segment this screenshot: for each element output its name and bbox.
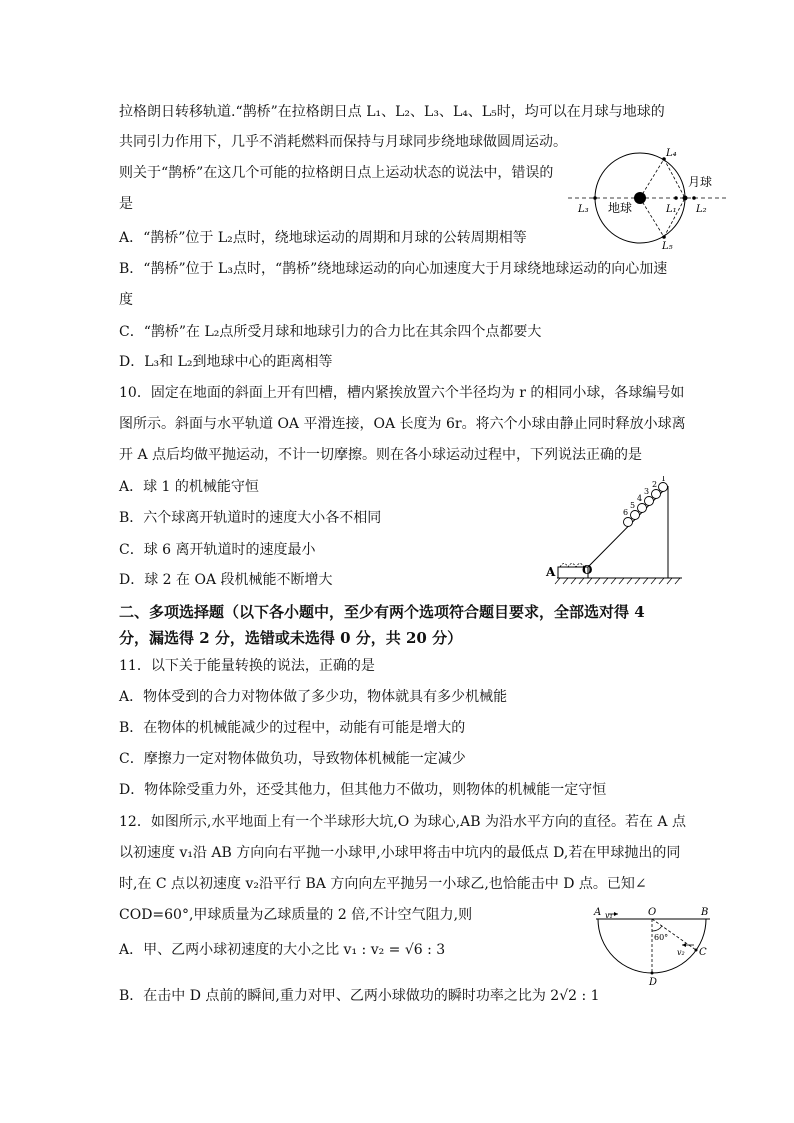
l5-label: L₅ [662, 241, 673, 252]
q9-stem-line-3: 则关于“鹊桥”在这几个可能的拉格朗日点上运动状态的说法中，错误的 [119, 165, 554, 181]
q9-option-c: C．“鹊桥”在 L₂点所受月球和地球引力的合力比在其余四个点都要大 [119, 324, 542, 340]
q10-stem-line-3: 开 A 点后均做平抛运动，不计一切摩擦。则在各小球运动过程中，下列说法正确的是 [119, 447, 643, 463]
ball-5-label: 5 [630, 501, 636, 510]
hemisphere-pit-figure [592, 905, 722, 990]
angle-label: 60° [654, 933, 669, 942]
ball-4 [638, 504, 647, 513]
point-o-label: O [648, 907, 657, 918]
l3-label: L₃ [578, 204, 589, 215]
section-2-heading-line-1: 二、多项选择题（以下各小题中，至少有两个选项符合题目要求，全部选对得 4 [119, 603, 645, 621]
ball-1-label: 1 [661, 476, 667, 483]
point-b-label: B [701, 907, 709, 918]
ball-3 [645, 497, 654, 506]
lagrange-points-figure [568, 140, 728, 252]
q9-stem-line-1: 拉格朗日转移轨道.“鹊桥”在拉格朗日点 L₁、L₂、L₃、L₄、L₅时，均可以在月球与地球的 [119, 104, 665, 120]
earth-label: 地球 [608, 201, 633, 215]
point-a-label: A [546, 565, 556, 579]
q10-option-c: C．球 6 离开轨道时的速度最小 [119, 542, 316, 558]
q10-option-d: D．球 2 在 OA 段机械能不断增大 [119, 572, 333, 588]
ball-1 [659, 483, 668, 492]
ball-6 [624, 518, 633, 527]
q9-option-b: B．“鹊桥”位于 L₃点时，“鹊桥”绕地球运动的向心加速度大于月球绕地球运动的向心加速 [119, 261, 668, 277]
q9-option-d: D．L₃和 L₂到地球中心的距离相等 [119, 354, 333, 370]
q12-stem-line-2: 以初速度 v₁沿 AB 方向向右平抛一小球甲,小球甲将击中坑内的最低点 D,若在甲球抛出的同 [119, 845, 681, 861]
q12-option-a: A．甲、乙两小球初速度的大小之比 v₁ : v₂ = √6 : 3 [119, 942, 446, 958]
q12-stem-line-3: 时,在 C 点以初速度 v₂沿平行 BA 方向向左平抛另一小球乙,也恰能击中 D 点。已知∠ [119, 876, 647, 892]
q9-option-b-cont: 度 [119, 292, 133, 308]
q9-stem-line-4: 是 [119, 196, 133, 212]
q12-option-b: B．在击中 D 点前的瞬间,重力对甲、乙两小球做功的瞬时功率之比为 2√2 : 1 [119, 988, 600, 1004]
v2-label: v₂ [677, 948, 685, 957]
q10-stem-line-1: 10．固定在地面的斜面上开有凹槽，槽内紧挨放置六个半径均为 r 的相同小球，各球编号如 [119, 385, 685, 401]
moon-dot [683, 196, 688, 201]
q12-stem-line-1: 12．如图所示,水平地面上有一个半球形大坑,O 为球心,AB 为沿水平方向的直径。若在 A 点 [119, 814, 686, 830]
ball-5 [631, 511, 640, 520]
l4-label: L₄ [666, 148, 677, 159]
q10-option-a: A．球 1 的机械能守恒 [119, 479, 259, 495]
ball-2-label: 2 [652, 480, 658, 489]
q10-option-b: B．六个球离开轨道时的速度大小各不相同 [119, 510, 382, 526]
earth-dot [634, 192, 646, 204]
q11-stem: 11．以下关于能量转换的说法，正确的是 [119, 658, 375, 674]
q10-stem-line-2: 图所示。斜面与水平轨道 OA 平滑连接，OA 长度为 6r。将六个小球由静止同时释放小球离 [119, 416, 686, 432]
point-c-label: C [699, 947, 707, 958]
q12-stem-line-4: COD=60°,甲球质量为乙球质量的 2 倍,不计空气阻力,则 [119, 907, 473, 923]
point-a-label: A [594, 907, 602, 918]
v1-label: v₁ [605, 911, 613, 920]
moon-label: 月球 [688, 175, 713, 189]
ball-3-label: 3 [644, 487, 650, 496]
q11-option-b: B．在物体的机械能减少的过程中，动能有可能是增大的 [119, 720, 466, 736]
incline-balls-figure [540, 476, 685, 591]
ball-2 [652, 490, 661, 499]
l2-label: L₂ [696, 204, 707, 215]
ball-6-label: 6 [623, 508, 629, 517]
q11-option-d: D．物体除受重力外，还受其他力，但其他力不做功，则物体的机械能一定守恒 [119, 782, 607, 798]
point-d-label: D [649, 977, 658, 988]
q11-option-c: C．摩擦力一定对物体做负功，导致物体机械能一定减少 [119, 751, 466, 767]
q9-stem-line-2: 共同引力作用下，几乎不消耗燃料而保持与月球同步绕地球做圆周运动。 [119, 134, 567, 150]
section-2-heading-line-2: 分，漏选得 2 分，选错或未选得 0 分，共 20 分） [119, 629, 463, 647]
q11-option-a: A．物体受到的合力对物体做了多少功，物体就具有多少机械能 [119, 689, 508, 705]
ball-4-label: 4 [637, 494, 643, 503]
l1-label: L₁ [666, 204, 677, 215]
point-o-label: O [582, 563, 593, 577]
q9-option-a: A．“鹊桥”位于 L₂点时，绕地球运动的周期和月球的公转周期相等 [119, 230, 527, 246]
